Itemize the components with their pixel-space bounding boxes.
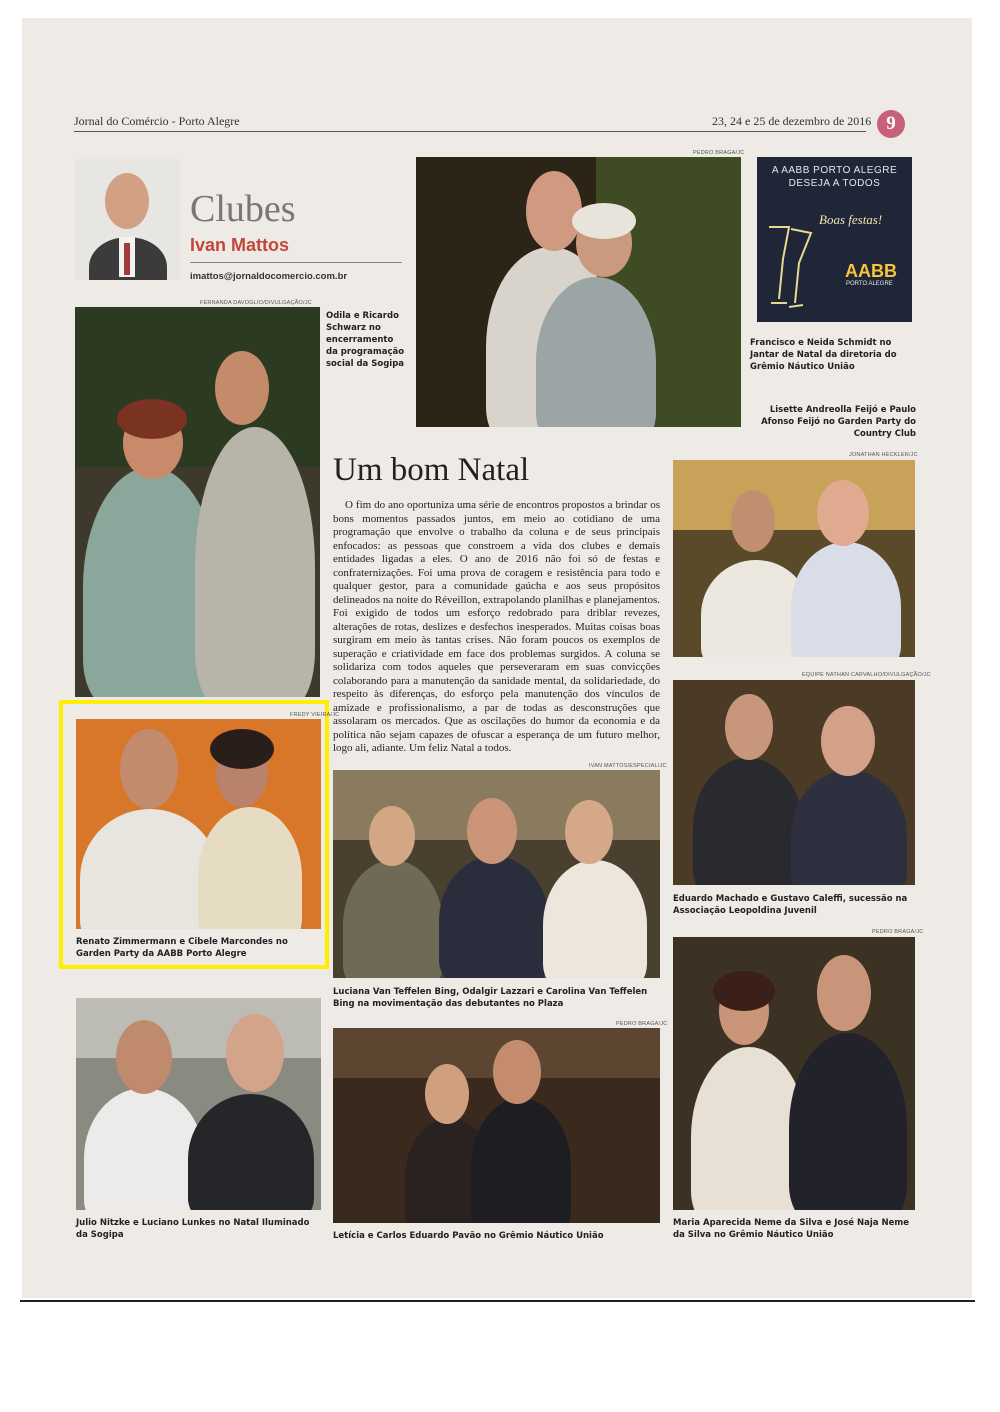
columnist-rule [190,262,402,263]
photo-caption: Eduardo Machado e Gustavo Caleffi, sucessão na Associação Leopoldina Juvenil [673,894,908,916]
ad-line1: A AABB PORTO ALEGRE [771,165,898,176]
photo-credit: IVAN MATTOS/ESPECIAL/JC [589,763,667,769]
section-title: Clubes [190,188,296,230]
page-number-badge: 9 [877,110,905,138]
photo-maria-jose [673,937,915,1210]
publication-name: Jornal do Comércio - Porto Alegre [74,114,240,128]
photo-credit: PEDRO BRAGA/JC [616,1021,668,1027]
photo-caption: Lisette Andreolla Feijó e Paulo Afonso Feijó no Garden Party do Country Club [761,405,916,439]
photo-eduardo-gustavo [673,680,915,885]
photo-odila-ricardo [75,307,320,697]
photo-caption: Luciana Van Teffelen Bing, Odalgir Lazzari e Carolina Van Teffelen Bing na movimentação das debutantes no Plaza [333,987,648,1009]
photo-caption: Francisco e Neida Schmidt no Jantar de Natal da diretoria do Grêmio Náutico União [750,338,897,372]
photo-credit: EQUIPE NATHAN CARVALHO/DIVULGAÇÃO/JC [802,672,931,678]
photo-julio-luciano [76,998,321,1210]
ad-greeting: Boas festas! [819,212,883,227]
champagne-glasses-icon [761,219,821,314]
photo-caption: Maria Aparecida Neme da Silva e José Naja Neme da Silva no Grêmio Náutico União [673,1218,909,1240]
article-title: Um bom Natal [333,452,530,488]
photo-credit: FREDY VIEIRA/JC [290,712,340,718]
columnist-email[interactable]: imattos@jornaldocomercio.com.br [190,271,348,282]
photo-caption: Letícia e Carlos Eduardo Pavão no Grêmio Náutico União [333,1231,604,1241]
article-body: O fim do ano oportuniza uma série de encontros propostos a brindar os bons momentos passados juntos, em meio ao cotidiano de uma programação que envolve o trabalho da coluna e de seus principais enfocados: as pessoas que constroem a vida dos clubes e demais entidades ligadas a eles. O ano de 2016 não foi só de festas e confraternizações. Foi uma prova de coragem e resistência para todo e qualquer gestor, para a comunidade gaúcha e aos seus propósitos delineados na noite do Réveillon, extrapolando planilhas e planejamentos. Foi exigido de todos um esforço redobrado para driblar revezes, alterações de rotas, deslizes e desfechos inesperados. Muitas coisas boas surgiram em meio às tantas crises. Não foram poucos os exemplos de superação e criatividade em face dos problemas surgidos. A coluna se solidariza com todos aqueles que perseveraram em suas convicções colaborando para a manutenção da sanidade mental, da solidariedade, do respeito às diferenças, do esforço pela manutenção dos vínculos de amizade e profissionalismo, a par de todas as desconstruções que assolaram os mercados. Que as oscilações do humor da economia e da política não sejam capazes de ofuscar a esperança de um futuro melhor, logo ali, adiante. Um feliz Natal a todos. [333,499,660,754]
header-rule [74,131,866,132]
publication-date: 23, 24 e 25 de dezembro de 2016 [712,114,872,128]
photo-credit: JONATHAN HECKLER/JC [849,452,918,458]
photo-leticia-carlos [333,1028,660,1223]
photo-caption: Odila e Ricardo Schwarz no encerramento da programação social da Sogipa [326,311,405,369]
photo-credit: PEDRO BRAGA/JC [693,150,745,156]
ad-line2: DESEJA A TODOS [788,178,881,189]
aabb-ad[interactable] [757,157,912,322]
photo-credit: PEDRO BRAGA/JC [872,929,924,935]
photo-credit: FERNANDA DAVOGLIO/DIVULGAÇÃO/JC [200,300,312,306]
columnist-name: Ivan Mattos [190,235,290,255]
photo-renato-cibele [76,719,321,929]
photo-francisco-neida [416,157,741,427]
aabb-logo-sub: PORTO ALEGRE [846,281,893,287]
photo-lisette-paulo [673,460,915,657]
photo-luciana-odalgir-carolina [333,770,660,978]
page-bottom-rule [20,1300,975,1302]
aabb-logo: AABB [845,261,897,281]
columnist-photo [75,159,180,280]
photo-caption: Renato Zimmermann e Cibele Marcondes no Garden Party da AABB Porto Alegre [76,937,288,959]
photo-caption: Julio Nitzke e Luciano Lunkes no Natal Iluminado da Sogipa [76,1218,310,1240]
